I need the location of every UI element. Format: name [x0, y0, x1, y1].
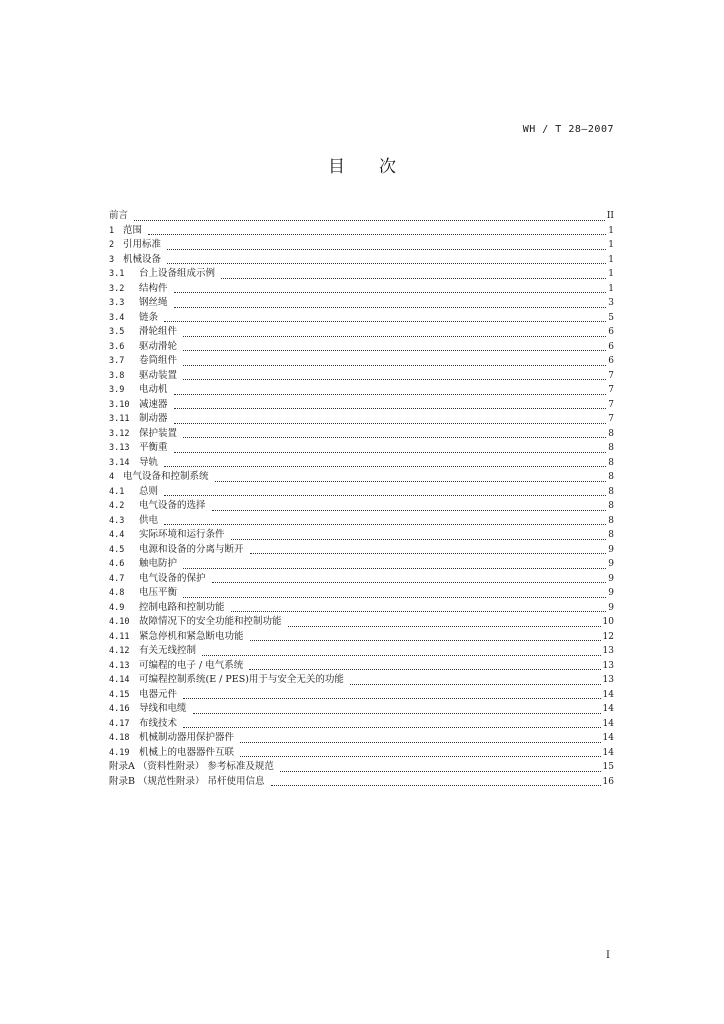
toc-entry[interactable]	[109, 514, 614, 529]
toc-dot-leader	[250, 639, 601, 641]
toc-entry[interactable]	[109, 731, 614, 746]
toc-dot-leader	[202, 654, 601, 656]
toc-entry[interactable]	[109, 224, 614, 239]
toc-entry-number: 3.2	[109, 283, 125, 294]
toc-entry[interactable]	[109, 253, 614, 268]
toc-entry-title: 台上设备组成示例	[139, 268, 216, 279]
toc-entry[interactable]	[109, 456, 614, 471]
toc-entry-page: 5	[608, 312, 614, 323]
toc-dot-leader	[174, 422, 607, 424]
toc-entry-title: 前言	[109, 210, 129, 221]
toc-entry-page: 1	[608, 225, 614, 236]
toc-entry-title: 电气设备的保护	[139, 572, 206, 584]
toc-dot-leader	[240, 741, 601, 743]
toc-dot-leader	[174, 291, 607, 293]
toc-entry[interactable]	[109, 702, 614, 717]
toc-entry-title: 机械设备	[123, 253, 162, 265]
toc-entry-title: 机械上的电器器件互联	[139, 746, 235, 758]
toc-entry[interactable]	[109, 311, 614, 326]
toc-entry-title: 结构件	[139, 282, 168, 294]
toc-entry-title: 电器元件	[139, 688, 178, 700]
toc-entry-number: 3.3	[109, 298, 125, 308]
toc-entry-page: 7	[608, 385, 614, 395]
toc-entry-title: 故障情况下的安全功能和控制功能	[139, 616, 282, 627]
toc-dot-leader	[183, 596, 606, 598]
toc-entry[interactable]	[109, 412, 614, 427]
toc-dot-leader	[271, 784, 601, 786]
toc-dot-leader	[183, 378, 606, 380]
toc-entry[interactable]	[109, 572, 614, 587]
toc-entry-page: 6	[608, 327, 614, 337]
toc-dot-leader	[174, 306, 607, 308]
page-number: I	[606, 950, 610, 961]
toc-entry-page: 7	[608, 414, 614, 424]
toc-entry-page: II	[606, 211, 614, 221]
toc-entry-number: 1	[109, 225, 115, 236]
toc-entry-title: 布线技术	[139, 717, 178, 729]
toc-entry-number: 4.6	[109, 559, 125, 569]
toc-entry-number: 4	[109, 472, 115, 482]
toc-entry[interactable]	[109, 369, 614, 384]
toc-entry-page: 8	[608, 428, 614, 439]
toc-dot-leader	[215, 480, 607, 482]
toc-entry-number: 3.12	[109, 428, 130, 439]
toc-entry-page: 12	[602, 631, 614, 642]
toc-entry-title: 电源和设备的分离与断开	[139, 543, 244, 555]
toc-entry-page: 13	[602, 646, 614, 656]
toc-entry-number: 4.9	[109, 602, 125, 613]
toc-entry-number: 3.13	[109, 443, 130, 453]
toc-entry-number: 3.14	[109, 457, 130, 468]
toc-entry-page: 13	[602, 675, 614, 685]
toc-dot-leader	[174, 407, 607, 409]
toc-entry-page: 16	[602, 776, 614, 787]
toc-entry-page: 7	[608, 399, 614, 410]
toc-entry-title: 总则	[139, 485, 159, 497]
toc-entry-title: 控制电路和控制功能	[139, 601, 225, 613]
toc-entry-title: 可编程的电子 / 电气系统	[139, 659, 244, 671]
toc-entry[interactable]	[109, 673, 614, 688]
toc-entry-page: 14	[602, 689, 614, 700]
toc-entry[interactable]	[109, 543, 614, 558]
toc-entry[interactable]	[109, 470, 614, 485]
toc-entry-page: 14	[602, 733, 614, 743]
toc-dot-leader	[174, 393, 607, 395]
toc-entry-number: 4.18	[109, 733, 130, 743]
toc-dot-leader	[164, 465, 606, 467]
toc-entry-number: 4.13	[109, 660, 130, 671]
toc-entry-page: 8	[608, 443, 614, 453]
toc-entry-page: 9	[608, 544, 614, 555]
toc-entry-title: 保护装置	[139, 427, 178, 439]
toc-entry-title: 制动器	[139, 413, 168, 424]
toc-entry-page: 1	[608, 283, 614, 294]
toc-entry-page: 9	[608, 559, 614, 569]
toc-entry-number: 3.1	[109, 269, 125, 279]
toc-entry-number: 4.14	[109, 675, 130, 685]
toc-entry-page: 14	[602, 718, 614, 729]
toc-entry-number: 3.6	[109, 341, 125, 352]
toc-dot-leader	[288, 625, 601, 627]
toc-entry[interactable]	[109, 746, 614, 761]
toc-entry[interactable]	[109, 528, 614, 543]
toc-entry[interactable]	[109, 586, 614, 601]
toc-dot-leader	[183, 726, 601, 728]
toc-entry-number: 3	[109, 254, 115, 265]
toc-dot-leader	[183, 335, 606, 337]
toc-entry-title: 附录A （资料性附录） 参考标准及规范	[109, 761, 274, 772]
toc-entry-page: 9	[608, 573, 614, 584]
toc-entry-page: 9	[608, 588, 614, 598]
toc-entry-number: 4.17	[109, 718, 130, 729]
toc-entry-title: 导线和电缆	[139, 703, 187, 714]
toc-entry-title: 电压平衡	[139, 587, 178, 598]
toc-entry-number: 3.4	[109, 312, 125, 323]
toc-entry[interactable]	[109, 499, 614, 514]
toc-entry-number: 4.10	[109, 617, 130, 627]
toc-entry[interactable]	[109, 238, 614, 253]
toc-entry-page: 14	[602, 747, 614, 758]
toc-dot-leader	[280, 770, 601, 772]
toc-dot-leader	[167, 248, 606, 250]
toc-entry[interactable]	[109, 557, 614, 572]
toc-entry-number: 3.9	[109, 385, 125, 395]
toc-entry-title: 电动机	[139, 384, 168, 395]
toc-dot-leader	[183, 567, 606, 569]
toc-entry-page: 8	[608, 472, 614, 482]
toc-entry-number: 4.4	[109, 530, 125, 540]
toc-entry-page: 9	[608, 602, 614, 613]
toc-dot-leader	[134, 219, 605, 221]
toc-dot-leader	[231, 538, 607, 540]
toc-entry-page: 1	[608, 254, 614, 265]
toc-dot-leader	[250, 552, 607, 554]
toc-entry-number: 3.11	[109, 414, 130, 424]
toc-entry-page: 8	[608, 530, 614, 540]
toc-dot-leader	[221, 277, 606, 279]
toc-entry-number: 3.10	[109, 399, 130, 410]
toc-entry[interactable]	[109, 615, 614, 630]
toc-entry-number: 3.7	[109, 356, 125, 366]
toc-entry-number: 2	[109, 240, 115, 250]
toc-entry[interactable]	[109, 441, 614, 456]
toc-entry-title: 导轨	[139, 456, 159, 468]
toc-entry-title: 平衡重	[139, 442, 168, 453]
toc-dot-leader	[350, 683, 601, 685]
toc-entry-title: 引用标准	[123, 239, 162, 250]
toc-entry-number: 3.5	[109, 327, 125, 337]
toc-dot-leader	[183, 697, 601, 699]
toc-entry-page: 8	[608, 515, 614, 526]
toc-dot-leader	[148, 233, 606, 235]
toc-entry-title: 实际环境和运行条件	[139, 529, 225, 540]
toc-entry-title: 链条	[139, 311, 159, 323]
toc-entry[interactable]	[109, 325, 614, 340]
toc-entry[interactable]	[109, 427, 614, 442]
toc-entry-title: 电气设备的选择	[139, 500, 206, 511]
toc-entry[interactable]	[109, 383, 614, 398]
toc-entry-page: 8	[608, 457, 614, 468]
toc-entry-page: 8	[608, 501, 614, 511]
toc-entry[interactable]	[109, 340, 614, 355]
toc-entry-page: 13	[602, 660, 614, 671]
toc-entry[interactable]	[109, 630, 614, 645]
toc-entry[interactable]	[109, 354, 614, 369]
toc-dot-leader	[193, 712, 601, 714]
toc-entry-number: 4.19	[109, 747, 130, 758]
toc-entry-title: 触电防护	[139, 558, 178, 569]
toc-entry-page: 1	[608, 269, 614, 279]
toc-entry[interactable]	[109, 485, 614, 500]
toc-entry-number: 4.3	[109, 515, 125, 526]
toc-dot-leader	[212, 509, 607, 511]
toc-entry-title: 紧急停机和紧急断电功能	[139, 630, 244, 642]
toc-dot-leader	[240, 755, 601, 757]
toc-entry-page: 14	[602, 704, 614, 714]
toc-entry-title: 有关无线控制	[139, 645, 197, 656]
toc-entry-title: 可编程控制系统(E / PES)用于与安全无关的功能	[139, 674, 344, 685]
toc-entry[interactable]	[109, 775, 614, 790]
toc-entry-page: 6	[608, 341, 614, 352]
standard-code: WH / T 28—2007	[522, 124, 614, 135]
toc-entry-number: 4.5	[109, 544, 125, 555]
toc-entry[interactable]	[109, 688, 614, 703]
toc-entry-page: 8	[608, 486, 614, 497]
toc-entry[interactable]	[109, 267, 614, 282]
toc-dot-leader	[167, 262, 606, 264]
toc-dot-leader	[164, 320, 606, 322]
toc-entry-number: 4.1	[109, 486, 125, 497]
toc-entry[interactable]	[109, 398, 614, 413]
toc-dot-leader	[231, 610, 607, 612]
toc-entry-page: 15	[602, 762, 614, 772]
toc-entry-title: 附录B （规范性附录） 吊杆使用信息	[109, 775, 265, 787]
toc-entry-page: 7	[608, 370, 614, 381]
toc-entry-number: 3.8	[109, 370, 125, 381]
toc-entry-page: 10	[602, 617, 614, 627]
toc-entry-number: 4.8	[109, 588, 125, 598]
toc-entry-number: 4.2	[109, 501, 125, 511]
toc-dot-leader	[183, 364, 606, 366]
toc-entry-number: 4.11	[109, 631, 130, 642]
toc-entry[interactable]	[109, 760, 614, 775]
toc-entry-title: 卷筒组件	[139, 355, 178, 366]
toc-entry-page: 1	[608, 240, 614, 250]
toc-entry[interactable]	[109, 601, 614, 616]
toc-entry-page: 3	[608, 298, 614, 308]
toc-dot-leader	[174, 451, 607, 453]
toc-entry[interactable]	[109, 296, 614, 311]
toc-entry-number: 4.15	[109, 689, 130, 700]
toc-dot-leader	[249, 668, 600, 670]
toc-entry-title: 驱动装置	[139, 369, 178, 381]
page-title: 目次	[328, 157, 430, 177]
toc-entry[interactable]	[109, 659, 614, 674]
toc-entry-title: 供电	[139, 514, 159, 526]
toc-entry-title: 驱动滑轮	[139, 340, 178, 352]
toc-entry-number: 4.12	[109, 646, 130, 656]
toc-entry-title: 机械制动器用保护器件	[139, 732, 235, 743]
toc-dot-leader	[164, 494, 606, 496]
toc-entry-title: 范围	[123, 224, 143, 236]
toc-entry-number: 4.7	[109, 573, 125, 584]
toc-entry-number: 4.16	[109, 704, 130, 714]
toc-dot-leader	[183, 436, 606, 438]
toc-dot-leader	[212, 581, 607, 583]
toc-entry[interactable]	[109, 209, 614, 224]
toc-dot-leader	[164, 523, 606, 525]
toc-entry-title: 电气设备和控制系统	[123, 471, 209, 482]
toc-entry-title: 滑轮组件	[139, 326, 178, 337]
toc-entry-page: 6	[608, 356, 614, 366]
toc-entry-title: 钢丝绳	[139, 297, 168, 308]
toc-entry[interactable]	[109, 717, 614, 732]
toc-entry-title: 减速器	[139, 398, 168, 410]
toc-dot-leader	[183, 349, 606, 351]
toc-entry[interactable]	[109, 644, 614, 659]
toc-entry[interactable]	[109, 282, 614, 297]
table-of-contents	[109, 209, 614, 789]
